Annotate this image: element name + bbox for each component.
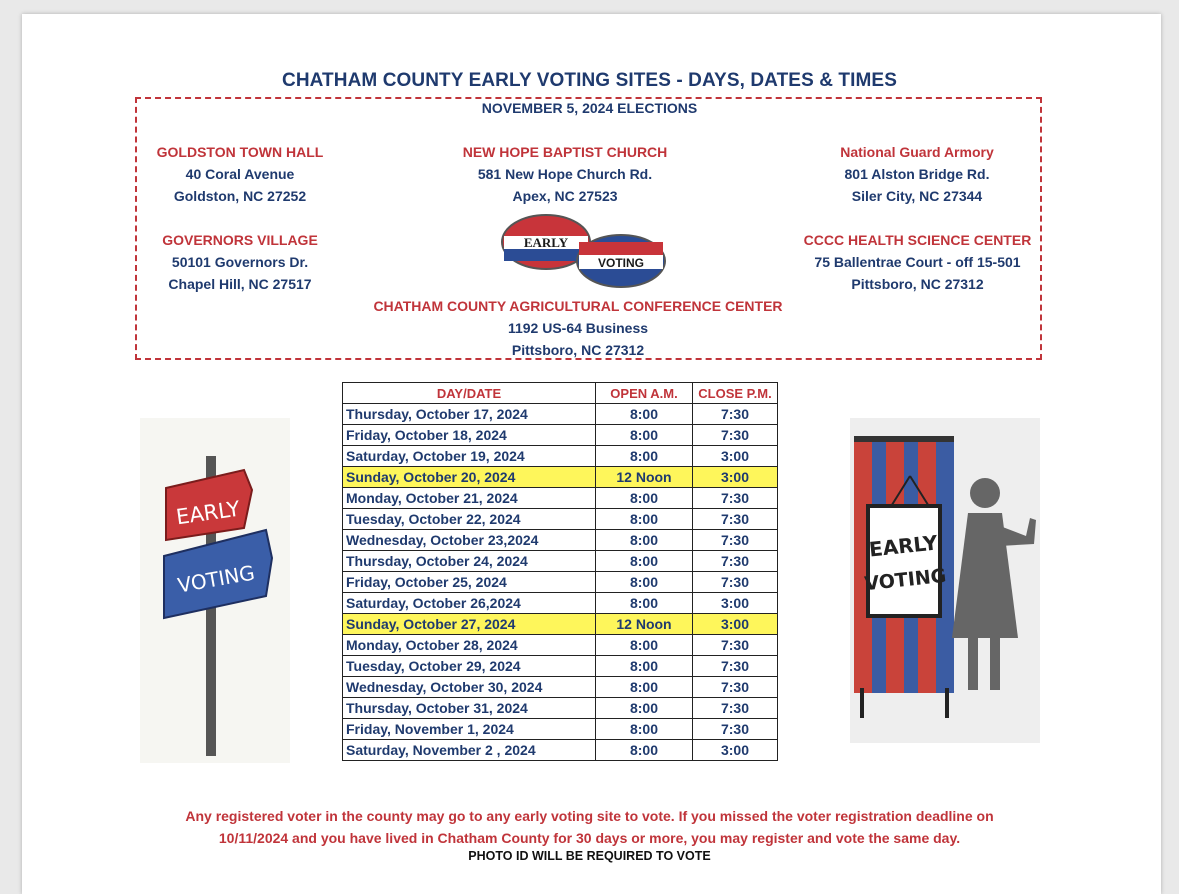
site-armory bbox=[807, 141, 1027, 207]
cell-day: Monday, October 21, 2024 bbox=[343, 488, 596, 509]
cell-day: Friday, November 1, 2024 bbox=[343, 719, 596, 740]
cell-day: Monday, October 28, 2024 bbox=[343, 635, 596, 656]
cell-day: Friday, October 25, 2024 bbox=[343, 572, 596, 593]
table-row bbox=[343, 635, 778, 656]
table-row bbox=[343, 404, 778, 425]
table-row bbox=[343, 656, 778, 677]
cell-open: 12 Noon bbox=[596, 467, 693, 488]
voter-notice-line2: 10/11/2024 and you have lived in Chatham County for 30 days or more, you may register and vote the same day. bbox=[218, 830, 961, 846]
site-address-line1: 50101 Governors Dr. bbox=[171, 254, 309, 270]
site-address-line1: 801 Alston Bridge Rd. bbox=[844, 166, 990, 182]
table-row bbox=[343, 698, 778, 719]
table-row bbox=[343, 593, 778, 614]
cell-close: 3:00 bbox=[693, 614, 778, 635]
cell-close: 7:30 bbox=[693, 698, 778, 719]
cell-open: 8:00 bbox=[596, 488, 693, 509]
voter-notice-line1: Any registered voter in the county may go to any early voting site to vote. If you missed the voter registration deadline on bbox=[185, 808, 994, 824]
site-name: National Guard Armory bbox=[840, 144, 994, 160]
cell-day: Thursday, October 17, 2024 bbox=[343, 404, 596, 425]
election-subtitle: NOVEMBER 5, 2024 ELECTIONS bbox=[481, 100, 698, 116]
cell-open: 8:00 bbox=[596, 593, 693, 614]
cell-day: Friday, October 18, 2024 bbox=[343, 425, 596, 446]
cell-day: Tuesday, October 22, 2024 bbox=[343, 509, 596, 530]
site-name: GOLDSTON TOWN HALL bbox=[156, 144, 324, 160]
cell-close: 3:00 bbox=[693, 446, 778, 467]
site-cccc bbox=[795, 229, 1040, 295]
site-address-line1: 40 Coral Avenue bbox=[185, 166, 295, 182]
cell-open: 8:00 bbox=[596, 719, 693, 740]
early-voting-badge bbox=[500, 212, 670, 290]
table-row bbox=[343, 425, 778, 446]
cell-close: 3:00 bbox=[693, 740, 778, 761]
site-address-line2: Chapel Hill, NC 27517 bbox=[168, 276, 312, 292]
cell-close: 7:30 bbox=[693, 404, 778, 425]
cell-open: 8:00 bbox=[596, 656, 693, 677]
cell-close: 7:30 bbox=[693, 572, 778, 593]
cell-day: Tuesday, October 29, 2024 bbox=[343, 656, 596, 677]
badge-word-voting: VOTING bbox=[597, 256, 645, 270]
sign-word-voting: VOTING bbox=[175, 560, 257, 598]
cell-close: 7:30 bbox=[693, 488, 778, 509]
cell-close: 7:30 bbox=[693, 509, 778, 530]
site-address-line1: 75 Ballentrae Court - off 15-501 bbox=[814, 254, 1021, 270]
table-row bbox=[343, 488, 778, 509]
header-close: CLOSE P.M. bbox=[693, 383, 778, 404]
table-row bbox=[343, 530, 778, 551]
site-address-line1: 581 New Hope Church Rd. bbox=[477, 166, 653, 182]
cell-close: 7:30 bbox=[693, 551, 778, 572]
table-row bbox=[343, 719, 778, 740]
cell-day: Wednesday, October 23,2024 bbox=[343, 530, 596, 551]
table-row-highlighted bbox=[343, 614, 778, 635]
cell-open: 8:00 bbox=[596, 509, 693, 530]
table-row bbox=[343, 446, 778, 467]
cell-open: 8:00 bbox=[596, 698, 693, 719]
site-address-line2: Apex, NC 27523 bbox=[512, 188, 618, 204]
cell-day: Saturday, November 2 , 2024 bbox=[343, 740, 596, 761]
header-open: OPEN A.M. bbox=[596, 383, 693, 404]
badge-word-early: EARLY bbox=[523, 235, 569, 250]
cell-day: Sunday, October 27, 2024 bbox=[343, 614, 596, 635]
signpost-illustration bbox=[140, 418, 290, 763]
table-row bbox=[343, 677, 778, 698]
sign-word-early: EARLY bbox=[174, 496, 242, 530]
cell-day: Saturday, October 26,2024 bbox=[343, 593, 596, 614]
cell-open: 8:00 bbox=[596, 446, 693, 467]
site-goldston bbox=[140, 141, 340, 207]
cell-open: 8:00 bbox=[596, 635, 693, 656]
cell-close: 7:30 bbox=[693, 530, 778, 551]
cell-close: 7:30 bbox=[693, 719, 778, 740]
site-name: CCCC HEALTH SCIENCE CENTER bbox=[803, 232, 1032, 248]
cell-open: 8:00 bbox=[596, 677, 693, 698]
cell-open: 8:00 bbox=[596, 425, 693, 446]
cell-open: 8:00 bbox=[596, 572, 693, 593]
header-day-date: DAY/DATE bbox=[343, 383, 596, 404]
table-row bbox=[343, 509, 778, 530]
cell-open: 8:00 bbox=[596, 740, 693, 761]
cell-day: Thursday, October 24, 2024 bbox=[343, 551, 596, 572]
voter-figure-head bbox=[970, 478, 1000, 508]
photo-id-notice: PHOTO ID WILL BE REQUIRED TO VOTE bbox=[468, 849, 711, 863]
site-governors-village bbox=[140, 229, 340, 295]
site-address-line2: Pittsboro, NC 27312 bbox=[511, 342, 645, 358]
cell-day: Thursday, October 31, 2024 bbox=[343, 698, 596, 719]
site-new-hope bbox=[440, 141, 690, 207]
cell-close: 7:30 bbox=[693, 656, 778, 677]
site-agricultural-center bbox=[340, 295, 816, 361]
cell-close: 3:00 bbox=[693, 593, 778, 614]
booth-word-voting: VOTING bbox=[863, 564, 948, 596]
site-name: CHATHAM COUNTY AGRICULTURAL CONFERENCE CENTER bbox=[373, 298, 783, 314]
flyer-title: CHATHAM COUNTY EARLY VOTING SITES - DAYS, DATES & TIMES bbox=[282, 70, 897, 91]
cell-day: Wednesday, October 30, 2024 bbox=[343, 677, 596, 698]
cell-open: 8:00 bbox=[596, 530, 693, 551]
cell-open: 8:00 bbox=[596, 404, 693, 425]
cell-close: 7:30 bbox=[693, 677, 778, 698]
site-address-line2: Pittsboro, NC 27312 bbox=[851, 276, 984, 292]
table-row bbox=[343, 551, 778, 572]
voter-notice bbox=[0, 805, 1179, 849]
table-row bbox=[343, 740, 778, 761]
schedule-table bbox=[342, 382, 778, 761]
cell-close: 3:00 bbox=[693, 467, 778, 488]
site-name: NEW HOPE BAPTIST CHURCH bbox=[462, 144, 668, 160]
table-header-row bbox=[343, 383, 778, 404]
site-address-line1: 1192 US-64 Business bbox=[507, 320, 649, 336]
table-row bbox=[343, 572, 778, 593]
cell-open: 8:00 bbox=[596, 551, 693, 572]
cell-day: Sunday, October 20, 2024 bbox=[343, 467, 596, 488]
table-row-highlighted bbox=[343, 467, 778, 488]
cell-close: 7:30 bbox=[693, 635, 778, 656]
cell-open: 12 Noon bbox=[596, 614, 693, 635]
voting-booth-illustration bbox=[850, 418, 1040, 743]
site-address-line2: Siler City, NC 27344 bbox=[851, 188, 983, 204]
cell-close: 7:30 bbox=[693, 425, 778, 446]
site-address-line2: Goldston, NC 27252 bbox=[173, 188, 307, 204]
site-name: GOVERNORS VILLAGE bbox=[162, 232, 318, 248]
booth-word-early: EARLY bbox=[867, 530, 939, 562]
booth-sign bbox=[868, 506, 940, 616]
cell-day: Saturday, October 19, 2024 bbox=[343, 446, 596, 467]
